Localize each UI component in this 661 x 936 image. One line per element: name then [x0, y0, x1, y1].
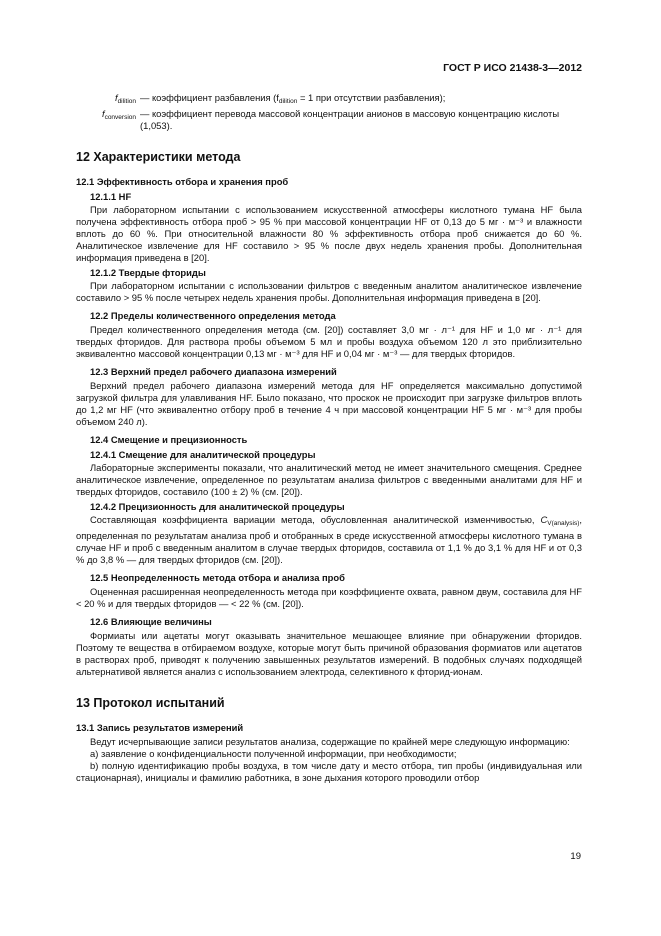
definition-text: — коэффициент перевода массовой концентрации анионов в массовую концентрацию кислоты (1,053). — [140, 108, 560, 131]
paragraph: Формиаты или ацетаты могут оказывать значительное мешающее влияние при обнаружении фторидов. Поэтому те вещества в отбираемом воздухе, которые могут быть причиной образования формиатов или ацетатов в растворах проб, приводят к получению завышенных результатов измерений. В подобных случаях подходящей альтернативой является анализ с использованием электрода, селективного к фторид-ионам. — [76, 630, 582, 677]
paragraph: При лабораторном испытании с использовании фильтров с введенным аналитом аналитическое извлечение составило > 95 % после четырех недель хранения пробы. Дополнительная информация приведена в [20]. — [76, 280, 582, 303]
section-12-1-title: 12.1 Эффективность отбора и хранения проб — [76, 176, 289, 187]
definitions-list — [76, 92, 582, 132]
paragraph: Ведут исчерпывающие записи результатов анализа, содержащие по крайней мере следующую информацию: — [90, 736, 570, 747]
section-12-2-title: 12.2 Пределы количественного определения метода — [90, 310, 336, 321]
page-content — [76, 92, 582, 784]
section-12-4-title: 12.4 Смещение и прецизионность — [90, 434, 248, 445]
page-number: 19 — [570, 851, 581, 862]
section-12-4-2-title: 12.4.2 Прецизионность для аналитической процедуры — [90, 501, 345, 512]
paragraph: Верхний предел рабочего диапазона измерений метода для HF определяется максимально допустимой загрузкой фильтра для улавливания HF. Было показано, что проскок не происходит при загрузке фильтров вплоть до 1,2 мг HF (что эквивалентно отбору проб в течение 4 ч при массовой концентрации HF 5 мг · м⁻³ для пробы объемом 240 л). — [76, 380, 582, 427]
list-item: b) полную идентификацию пробы воздуха, в том числе дату и место отбора, тип пробы (индивидуальная или стационарная), инициалы и фамилию работника, в зоне дыхания которого проводили отбор — [76, 760, 582, 783]
paragraph: Составляющая коэффициента вариации метода, обусловленная аналитической изменчивостью, $C_{V(analysis)}$, определенная по результатам анализа проб и отобранных в среде искусственной атмосферы кислотного тумана в случае HF и проб с введенным аналитом в случае твердых фторидов, составила от 1,1 % до 3,1 % для HF и от 0,3 % до 3,8 % — для твердых фторидов (см. [20]). — [76, 514, 582, 565]
definition-item — [76, 92, 582, 108]
paragraph: Лабораторные эксперименты показали, что аналитический метод не имеет значительного смещения. Среднее аналитическое извлечение, определенное по результатам анализа фильтров с введенными аналитами для HF и твердых фторидов, составило (100 ± 2) % (см. [20]). — [76, 462, 582, 497]
paragraph: При лабораторном испытании с использованием искусственной атмосферы кислотного тумана HF была получена эффективность отбора проб > 95 % при массовой концентрации HF от 0,13 до 5 мг · м⁻³ и влажности вплоть до 60 %. При относительной влажности 80 % эффективность отбора проб снижается до 60 %. Аналитическое извлечение для HF составило > 95 % после двух недель хранения пробы. Дополнительная информация приведена в [20]. — [76, 204, 582, 263]
paragraph: Предел количественного определения метода (см. [20]) составляет 3,0 мг · л⁻¹ для HF и 1,0 мг · л⁻¹ для твердых фторидов. Для раствора пробы объемом 5 мл и пробы воздуха объемом 120 л это приблизительно эквивалентно массовой концентрации 0,13 мг · м⁻³ для HF и 0,04 мг · м⁻³ — для твердых фторидов. — [76, 324, 582, 359]
symbol: $f_{conversion}$ — [101, 108, 136, 121]
section-12-6-title: 12.6 Влияющие величины — [90, 616, 212, 627]
section-12-3-title: 12.3 Верхний предел рабочего диапазона измерений — [90, 366, 337, 377]
section-12-1-2-title: 12.1.2 Твердые фториды — [90, 267, 206, 278]
document-header: ГОСТ Р ИСО 21438-3—2012 — [443, 62, 582, 74]
section-13-title: 13 Протокол испытаний — [76, 696, 225, 710]
definition-item — [76, 108, 582, 132]
definition-text: — коэффициент разбавления ($f_{dilition} = 1$ при отсутствии разбавления); — [140, 92, 446, 105]
section-13-1-title: 13.1 Запись результатов измерений — [76, 722, 244, 733]
section-12-5-title: 12.5 Неопределенность метода отбора и анализа проб — [90, 572, 345, 583]
list-item: a) заявление о конфиденциальности полученной информации, при необходимости; — [90, 748, 457, 759]
section-12-1-1-title: 12.1.1 HF — [90, 191, 132, 202]
section-12-4-1-title: 12.4.1 Смещение для аналитической процедуры — [90, 449, 316, 460]
symbol: $f_{dilition}$ — [114, 92, 136, 105]
section-12-title: 12 Характеристики метода — [76, 150, 241, 164]
paragraph: Оцененная расширенная неопределенность метода при коэффициенте охвата, равном двум, составила для HF < 20 % и для твердых фторидов — < 22 % (см. [20]). — [76, 586, 582, 609]
